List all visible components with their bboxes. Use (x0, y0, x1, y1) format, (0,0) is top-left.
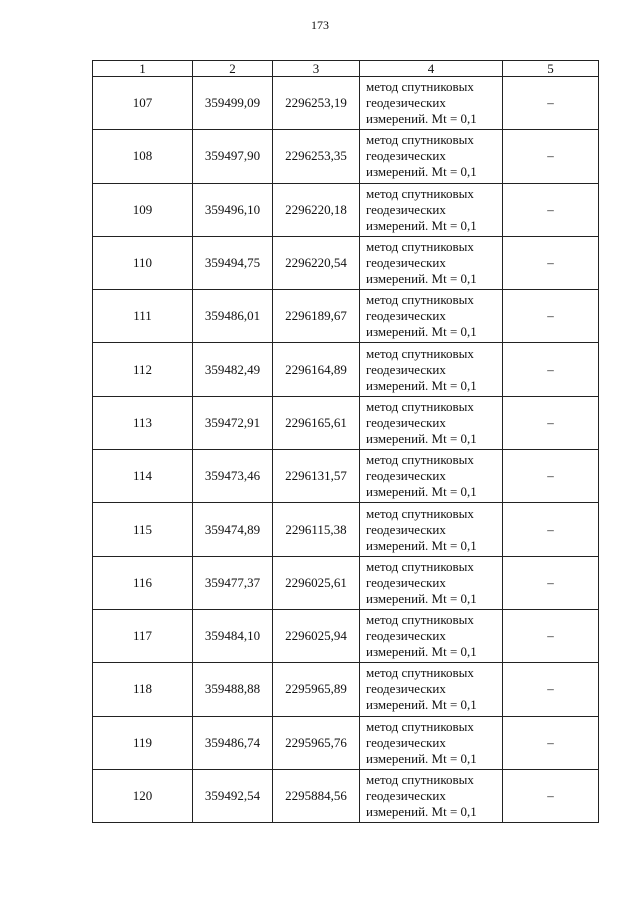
y-coordinate-cell: 2295965,89 (273, 663, 360, 716)
point-number-cell: 111 (93, 290, 193, 343)
point-number-cell: 110 (93, 236, 193, 289)
method-line: метод спутниковых (366, 452, 474, 468)
method-line: метод спутниковых (366, 132, 474, 148)
point-number-cell: 112 (93, 343, 193, 396)
table-row (93, 343, 599, 396)
table-row (93, 77, 599, 130)
page-number: 173 (311, 18, 329, 32)
method-cell (360, 183, 503, 236)
note-cell: – (503, 290, 599, 343)
method-cell (360, 290, 503, 343)
point-number-cell: 119 (93, 716, 193, 769)
y-coordinate-cell: 2296115,38 (273, 503, 360, 556)
method-line: измерений. Mt = 0,1 (366, 804, 477, 819)
method-cell (360, 716, 503, 769)
header-col-3: 3 (273, 61, 360, 77)
point-number-cell: 117 (93, 609, 193, 662)
method-line: геодезических (366, 681, 446, 697)
y-coordinate-cell: 2296165,61 (273, 396, 360, 449)
y-coordinate-cell: 2296025,94 (273, 609, 360, 662)
point-number-cell: 107 (93, 77, 193, 130)
table-row (93, 183, 599, 236)
x-coordinate-cell: 359488,88 (193, 663, 273, 716)
note-cell: – (503, 236, 599, 289)
method-line: геодезических (366, 521, 446, 537)
method-line: метод спутниковых (366, 398, 474, 414)
y-coordinate-cell: 2296253,35 (273, 130, 360, 183)
method-line: геодезических (366, 361, 446, 377)
header-col-4: 4 (360, 61, 503, 77)
table-header-row (93, 61, 599, 77)
x-coordinate-cell: 359492,54 (193, 769, 273, 822)
method-line: геодезических (366, 95, 446, 111)
method-cell (360, 236, 503, 289)
note-cell: – (503, 77, 599, 130)
y-coordinate-cell: 2296025,61 (273, 556, 360, 609)
method-cell (360, 556, 503, 609)
method-line: измерений. Mt = 0,1 (366, 111, 477, 127)
note-cell: – (503, 556, 599, 609)
method-line: измерений. Mt = 0,1 (366, 590, 477, 606)
note-cell: – (503, 183, 599, 236)
header-col-2: 2 (193, 61, 273, 77)
table-row (93, 236, 599, 289)
table-body (93, 77, 599, 823)
table-row (93, 290, 599, 343)
method-line: метод спутниковых (366, 718, 474, 734)
table-row (93, 716, 599, 769)
method-line: геодезических (366, 414, 446, 430)
table-row (93, 130, 599, 183)
note-cell: – (503, 663, 599, 716)
header-col-5: 5 (503, 61, 599, 77)
method-line: метод спутниковых (366, 505, 474, 521)
x-coordinate-cell: 359477,37 (193, 556, 273, 609)
method-line: измерений. Mt = 0,1 (366, 484, 477, 500)
x-coordinate-cell: 359472,91 (193, 396, 273, 449)
coordinates-table (92, 60, 599, 823)
method-cell (360, 503, 503, 556)
method-cell (360, 343, 503, 396)
method-line: измерений. Mt = 0,1 (366, 697, 477, 713)
method-line: метод спутниковых (366, 612, 474, 628)
method-line: геодезических (366, 734, 446, 750)
y-coordinate-cell: 2296164,89 (273, 343, 360, 396)
x-coordinate-cell: 359494,75 (193, 236, 273, 289)
method-cell (360, 450, 503, 503)
note-cell: – (503, 396, 599, 449)
y-coordinate-cell: 2295884,56 (273, 769, 360, 822)
x-coordinate-cell: 359497,90 (193, 130, 273, 183)
table-row (93, 769, 599, 822)
note-cell: – (503, 503, 599, 556)
method-line: измерений. Mt = 0,1 (366, 377, 477, 393)
table-row (93, 609, 599, 662)
method-line: метод спутниковых (366, 665, 474, 681)
point-number-cell: 116 (93, 556, 193, 609)
method-line: измерений. Mt = 0,1 (366, 644, 477, 660)
method-line: измерений. Mt = 0,1 (366, 430, 477, 446)
table-row (93, 396, 599, 449)
method-line: метод спутниковых (366, 772, 474, 787)
note-cell: – (503, 343, 599, 396)
note-cell: – (503, 716, 599, 769)
x-coordinate-cell: 359484,10 (193, 609, 273, 662)
method-cell (360, 663, 503, 716)
method-line: измерений. Mt = 0,1 (366, 324, 477, 340)
method-cell (360, 396, 503, 449)
method-cell (360, 609, 503, 662)
table-row (93, 503, 599, 556)
note-cell: – (503, 609, 599, 662)
point-number-cell: 108 (93, 130, 193, 183)
method-line: метод спутниковых (366, 558, 474, 574)
table-row (93, 556, 599, 609)
note-cell: – (503, 130, 599, 183)
x-coordinate-cell: 359496,10 (193, 183, 273, 236)
y-coordinate-cell: 2296189,67 (273, 290, 360, 343)
method-line: измерений. Mt = 0,1 (366, 217, 477, 233)
x-coordinate-cell: 359499,09 (193, 77, 273, 130)
x-coordinate-cell: 359482,49 (193, 343, 273, 396)
header-col-1: 1 (93, 61, 193, 77)
method-line: метод спутниковых (366, 79, 474, 95)
method-line: метод спутниковых (366, 185, 474, 201)
point-number-cell: 109 (93, 183, 193, 236)
point-number-cell: 120 (93, 769, 193, 822)
method-line: метод спутниковых (366, 345, 474, 361)
method-cell (360, 77, 503, 130)
table-row (93, 663, 599, 716)
point-number-cell: 115 (93, 503, 193, 556)
method-line: измерений. Mt = 0,1 (366, 164, 477, 180)
y-coordinate-cell: 2296253,19 (273, 77, 360, 130)
table-row (93, 450, 599, 503)
method-line: геодезических (366, 308, 446, 324)
method-line: геодезических (366, 574, 446, 590)
method-line: геодезических (366, 628, 446, 644)
y-coordinate-cell: 2296131,57 (273, 450, 360, 503)
method-line: измерений. Mt = 0,1 (366, 537, 477, 553)
note-cell: – (503, 769, 599, 822)
x-coordinate-cell: 359473,46 (193, 450, 273, 503)
point-number-cell: 113 (93, 396, 193, 449)
note-cell: – (503, 450, 599, 503)
y-coordinate-cell: 2296220,54 (273, 236, 360, 289)
method-line: геодезических (366, 201, 446, 217)
method-line: измерений. Mt = 0,1 (366, 750, 477, 766)
method-line: геодезических (366, 148, 446, 164)
method-cell (360, 769, 503, 822)
method-line: метод спутниковых (366, 292, 474, 308)
y-coordinate-cell: 2296220,18 (273, 183, 360, 236)
x-coordinate-cell: 359486,01 (193, 290, 273, 343)
x-coordinate-cell: 359474,89 (193, 503, 273, 556)
method-line: метод спутниковых (366, 239, 474, 255)
method-cell (360, 130, 503, 183)
method-line: геодезических (366, 788, 446, 803)
y-coordinate-cell: 2295965,76 (273, 716, 360, 769)
x-coordinate-cell: 359486,74 (193, 716, 273, 769)
method-line: измерений. Mt = 0,1 (366, 271, 477, 287)
point-number-cell: 118 (93, 663, 193, 716)
method-line: геодезических (366, 468, 446, 484)
point-number-cell: 114 (93, 450, 193, 503)
method-line: геодезических (366, 255, 446, 271)
